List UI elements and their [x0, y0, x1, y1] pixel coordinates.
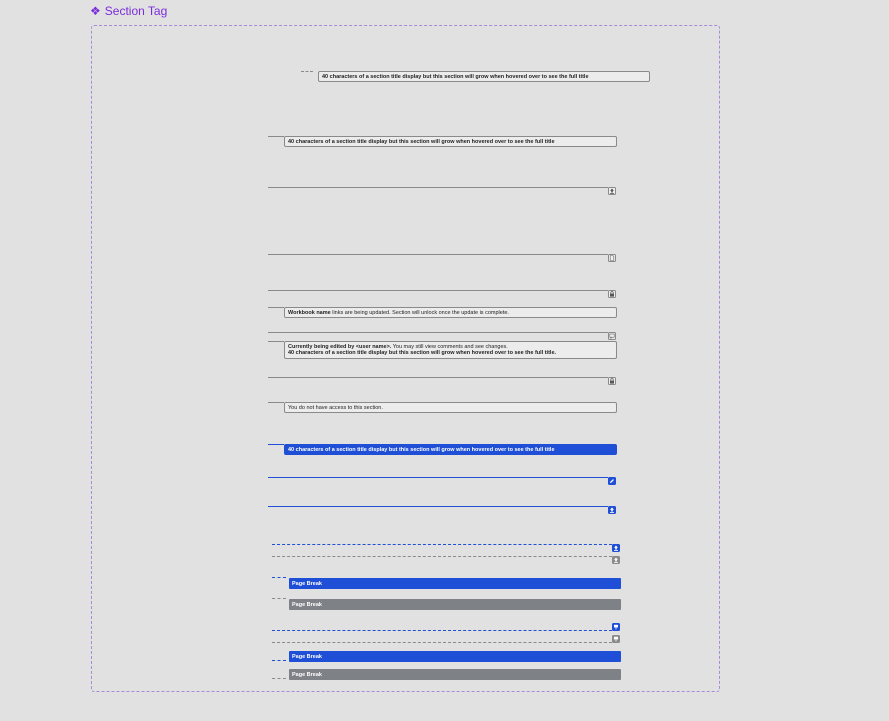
page-break-label: Page Break: [292, 653, 322, 660]
workbook-update-notice: [284, 307, 617, 318]
page-break[interactable]: [289, 599, 621, 610]
workbook-notice-text: [288, 310, 613, 316]
upload-icon[interactable]: [608, 187, 616, 195]
page-break-icon[interactable]: [612, 623, 620, 631]
lock-icon: [608, 377, 616, 385]
no-access-notice: [284, 402, 617, 413]
page-break-selected[interactable]: [289, 651, 621, 662]
section-divider-selected: [268, 477, 608, 478]
section-connector-selected: [268, 444, 284, 445]
page-break-connector: [272, 678, 286, 679]
page-break-divider: [272, 556, 612, 557]
page-break-label: Page Break: [292, 601, 322, 608]
section-divider-selected: [268, 506, 608, 507]
page-break-divider-selected: [272, 630, 612, 631]
section-title[interactable]: [284, 136, 617, 147]
section-title-text: 40 characters of a section title display but this section will grow when hovered over to see the full title: [288, 138, 555, 145]
workbook-name: Workbook name: [288, 309, 331, 316]
editing-section-title: 40 characters of a section title display but this section will grow when hovered over to see the full title.: [288, 350, 557, 356]
page-break-label: Page Break: [292, 671, 322, 678]
section-tag-header: [90, 3, 167, 19]
page-break-divider-selected: [272, 544, 612, 545]
indent-connector: [301, 71, 313, 72]
section-divider: [268, 377, 608, 378]
section-divider: [268, 187, 608, 188]
diamond-cluster-icon: ❖: [90, 4, 101, 18]
section-connector: [268, 402, 284, 403]
section-title-text: 40 characters of a section title display but this section will grow when hovered over to see the full title: [288, 446, 555, 453]
lock-icon: [608, 290, 616, 298]
section-connector: [268, 341, 284, 342]
page-break-divider: [272, 642, 612, 643]
section-tag-title: Section Tag: [104, 4, 168, 18]
page-break-icon[interactable]: [612, 635, 620, 643]
upload-icon[interactable]: [612, 556, 620, 564]
workbook-notice-message: links are being updated. Section will unlock once the update is complete.: [330, 309, 509, 316]
section-title-selected[interactable]: [284, 444, 617, 455]
editing-notice-message: You may still view comments and see changes.: [391, 344, 508, 350]
section-connector: [268, 307, 284, 308]
section-title-hover[interactable]: [318, 71, 650, 82]
section-divider: [268, 290, 608, 291]
comment-icon[interactable]: [608, 332, 616, 340]
editing-notice: [284, 341, 617, 359]
page-break-connector: [272, 660, 286, 661]
page-break[interactable]: [289, 669, 621, 680]
pencil-icon[interactable]: [608, 477, 616, 485]
anchor-icon[interactable]: [608, 506, 616, 514]
upload-icon[interactable]: [612, 544, 620, 552]
page-break-connector: [272, 577, 286, 578]
editing-user: Currently being edited by <user name>.: [288, 344, 392, 350]
section-title-text: 40 characters of a section title display but this section will grow when hovered over to see the full title: [322, 73, 589, 80]
no-access-text: You do not have access to this section.: [288, 404, 383, 411]
section-divider: [268, 332, 608, 333]
page-break-connector: [272, 598, 286, 599]
page-break-label: Page Break: [292, 580, 322, 587]
page-break-selected[interactable]: [289, 578, 621, 589]
section-divider: [268, 254, 608, 255]
section-connector: [268, 136, 284, 137]
document-icon[interactable]: [608, 254, 616, 262]
